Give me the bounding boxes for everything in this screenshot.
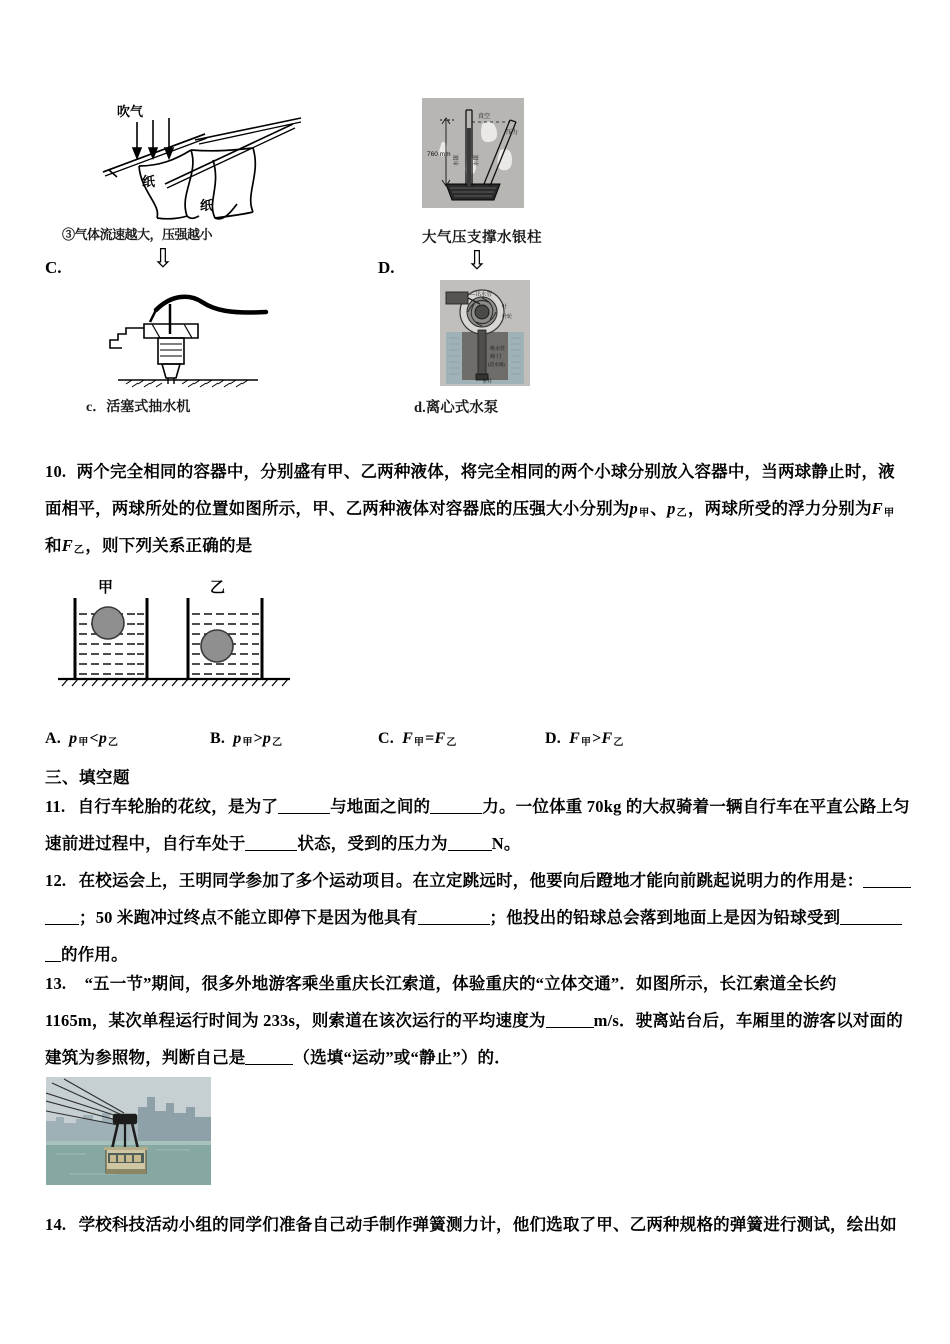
svg-text:水银: 水银 [474,154,480,166]
q12-part3: ；他投出的铅球总会落到地面上是因为铅球受到 [489,908,841,927]
q10-option-c[interactable]: C. $F_甲=F_乙$ [378,730,457,748]
q12-blank-2[interactable] [418,924,490,925]
q14-line1-text: 学校科技活动小组的同学们准备自己动手制作弹簧测力计，他们选取了甲、乙两种规格的弹簧进行测试，绘出如 [78,1215,897,1234]
q10-line2 [45,497,895,522]
figure-bernoulli-papers [95,100,310,220]
q11-line1 [45,795,910,820]
arrow-down-icon-c: ⇩ [152,244,174,274]
symbol-p-yi: $p_乙$ [667,499,687,519]
q13-part3: m/s．驶离站台后，车厢里的游客以对面的 [593,1011,903,1030]
q12-part2: ；50 米跑冲过终点不能立即停下是因为他具有 [79,908,418,927]
caption-c-top: ③气体流速越大，压强越小 [62,227,213,242]
q14-number: 14. [45,1215,67,1234]
q10-line3-a: 和 [45,536,62,555]
q10-option-d[interactable]: D. $F_甲>F_乙$ [545,730,624,748]
q10-options-row [0,730,950,754]
q11-part5: 状态，受到的压力为 [297,834,448,853]
q11-part2: 与地面之间的 [330,797,431,816]
svg-text:760 mm: 760 mm [427,151,451,158]
q12-blank-1b[interactable] [45,924,79,925]
q10-line3 [45,534,252,559]
svg-text:水银: 水银 [454,154,460,166]
symbol-p-jia: $p_甲$ [629,499,650,519]
q10-line1 [45,460,895,485]
q10-option-d-label: D. [545,730,561,747]
section-heading-fill-blank: 三、填空题 [45,768,130,787]
q10-option-b[interactable]: B. $p_甲>p_乙$ [210,730,283,748]
svg-text:阀 门: 阀 门 [490,354,502,360]
q13-blank-1[interactable] [546,1027,594,1028]
q12-line2 [45,906,902,931]
svg-text:乙: 乙 [210,579,226,596]
svg-text:(活水阀): (活水阀) [488,362,505,367]
q11-number: 11. [45,797,66,816]
q11-blank-1[interactable] [278,813,330,814]
q11-part1: 自行车轮胎的花纹，是为了 [77,797,279,816]
svg-text:叶: 叶 [502,304,508,310]
caption-d-top: 大气压支撑水银柱 [422,230,542,246]
figure-two-beakers [50,578,340,693]
q11-blank-4[interactable] [448,850,492,851]
caption-c-bottom: c．活塞式抽水机 [86,400,191,415]
figure-piston-pump [98,288,278,388]
figure-centrifugal-pump-photo [440,280,530,386]
q13-number: 13. [45,974,67,993]
q10-line2-b: ，两球所受的浮力分别为 [687,499,872,518]
svg-text:纸: 纸 [200,198,214,213]
q12-part4: 的作用。 [61,945,128,964]
symbol-F-yi: $F_乙$ [61,536,85,556]
svg-text:甲: 甲 [98,579,114,596]
q13-part4: 建筑为参照物，判断自己是 [45,1048,246,1067]
q10-option-a[interactable]: A. $p_甲<p_乙$ [45,730,119,748]
q12-blank-3b[interactable] [45,961,61,962]
q13-part1: “五一节”期间，很多外地游客乘坐重庆长江索道，体验重庆的“立体交通”．如图所示，长江索道全长约 [84,974,837,993]
svg-text:叶轮: 叶轮 [502,314,513,320]
q13-line3 [45,1046,511,1071]
q12-number: 12. [45,871,67,890]
svg-text:真空: 真空 [478,114,491,120]
q10-dunhao: 、 [650,499,668,518]
q11-part6: N。 [491,834,521,853]
choice-letter-c[interactable]: C. [45,258,62,277]
q13-line2 [45,1009,903,1034]
q10-option-c-label: C. [378,730,394,747]
photo-chongqing-cable-car [46,1077,211,1185]
q11-blank-3[interactable] [245,850,297,851]
choice-letter-d[interactable]: D. [378,258,395,277]
symbol-F-jia: $F_甲$ [871,499,895,519]
q11-blank-2[interactable] [430,813,482,814]
q13-part5: （选填“运动”或“静止”）的． [293,1048,511,1067]
q10-number: 10. [45,462,67,481]
svg-text:压力: 压力 [506,130,519,136]
q10-line2-a: 面相平，两球所处的位置如图所示，甲、乙两种液体对容器底的压强大小分别为 [45,499,630,518]
svg-text:吸水管: 吸水管 [490,346,506,352]
q10-line1-text: 两个完全相同的容器中，分别盛有甲、乙两种液体，将完全相同的两个小球分别放入容器中，当两球静止时，液 [76,462,895,481]
caption-d-bottom: d.离心式水泵 [414,400,499,416]
q10-option-a-label: A. [45,730,61,747]
svg-text:吹气: 吹气 [117,104,144,119]
svg-text:—出水管: —出水管 [470,292,493,298]
q10-line3-b: ，则下列关系正确的是 [85,536,253,555]
svg-text:纸: 纸 [142,174,156,189]
q12-part1: 在校运会上，王明同学参加了多个运动项目。在立定跳远时，他要向后蹬地才能向前跳起说明力的作用是： [78,871,864,890]
q13-line1 [45,972,836,997]
q12-blank-1a[interactable] [863,887,911,888]
svg-text:水井: 水井 [482,379,493,385]
q10-option-b-label: B. [210,730,226,747]
q12-line3 [45,943,128,968]
q12-line1 [45,869,911,894]
figure-torricelli-photo [422,98,524,208]
q13-blank-2[interactable] [245,1064,293,1065]
q11-part3: 力。一位体重 70kg 的大叔骑着一辆自行车在平直公路上匀 [482,797,910,816]
q11-line2 [45,832,521,857]
q11-part4: 速前进过程中，自行车处于 [45,834,246,853]
q14-line1 [45,1213,897,1238]
q13-part2: 1165m，某次单程运行时间为 233s，则索道在该次运行的平均速度为 [45,1011,546,1030]
q12-blank-3a[interactable] [840,924,902,925]
arrow-down-icon-d: ⇩ [466,246,488,276]
